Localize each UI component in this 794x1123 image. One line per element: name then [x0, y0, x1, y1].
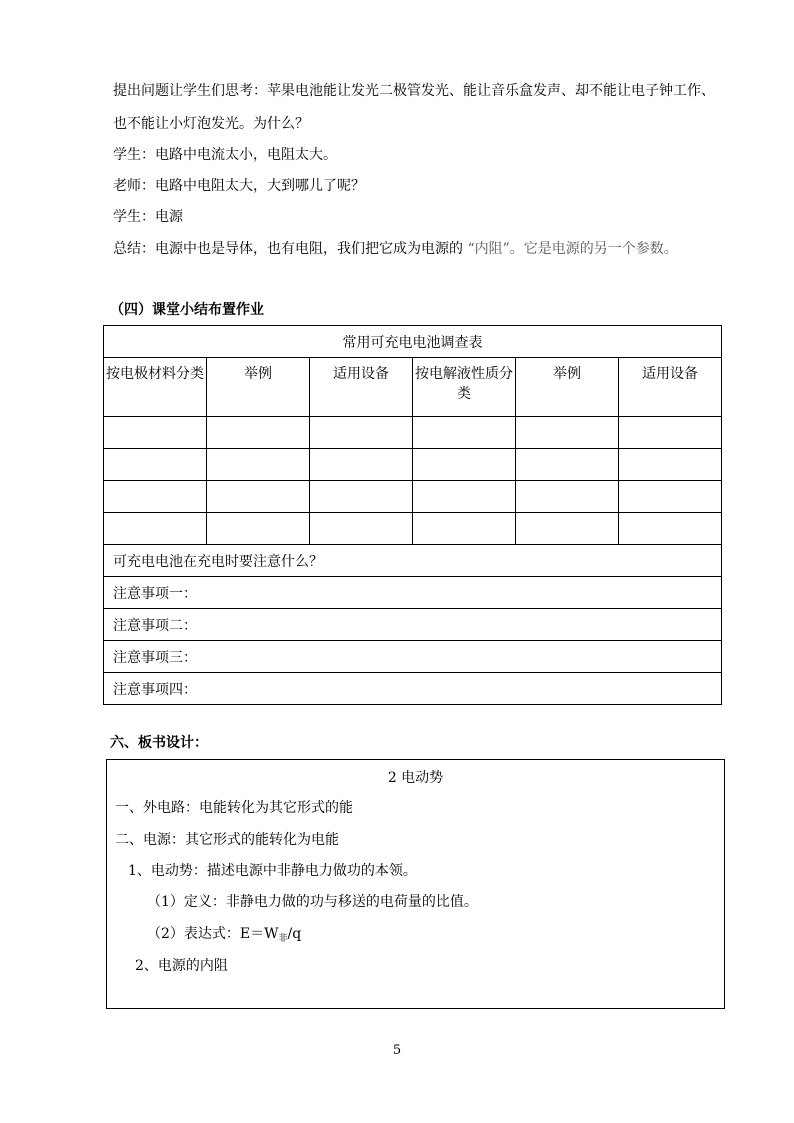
blank-cell[interactable]	[516, 417, 619, 449]
expression-subscript: 非	[278, 934, 288, 944]
blank-cell[interactable]	[516, 481, 619, 513]
blank-cell[interactable]	[413, 449, 516, 481]
board-line-expression	[147, 924, 301, 949]
note-3[interactable]: 注意事项三：	[104, 641, 722, 673]
blank-cell[interactable]	[619, 513, 722, 545]
teacher-question: 老师：电路中电阻太大，大到哪儿了呢？	[113, 178, 365, 194]
battery-survey-table	[103, 325, 722, 705]
expression-main: （2）表达式：E＝W	[147, 926, 279, 942]
blank-cell[interactable]	[310, 481, 413, 513]
blank-cell[interactable]	[619, 481, 722, 513]
blank-cell[interactable]	[413, 481, 516, 513]
expression-tail: /q	[287, 926, 302, 942]
student-answer-2: 学生：电源	[113, 209, 183, 225]
page-number: 5	[392, 1043, 402, 1058]
board-line-definition: （1）定义：非静电力做的功与移送的电荷量的比值。	[147, 894, 478, 910]
board-line-emf: 1、电动势：描述电源中非静电力做功的本领。	[128, 863, 417, 879]
intro-line-1: 提出问题让学生们思考：苹果电池能让发光二极管发光、能让音乐盒发声、却不能让电子钟工作、	[113, 83, 715, 99]
blank-cell[interactable]	[413, 417, 516, 449]
table-row	[104, 513, 722, 545]
header-electrode-material: 按电极材料分类	[104, 358, 207, 417]
summary-text: 总结：电源中也是导体，也有电阻，我们把它成为电源的	[113, 241, 463, 257]
note-2[interactable]: 注意事项二：	[104, 609, 722, 641]
blank-cell[interactable]	[104, 449, 207, 481]
blank-cell[interactable]	[104, 513, 207, 545]
summary-line	[113, 239, 678, 259]
board-design-box	[106, 759, 725, 1009]
board-line-external-circuit: 一、外电路：电能转化为其它形式的能	[115, 800, 353, 816]
blank-cell[interactable]	[516, 513, 619, 545]
student-answer-1: 学生：电路中电流太小，电阻太大。	[113, 147, 337, 163]
blank-cell[interactable]	[207, 513, 310, 545]
blank-cell[interactable]	[310, 513, 413, 545]
table-row	[104, 417, 722, 449]
blank-cell[interactable]	[619, 449, 722, 481]
blank-cell[interactable]	[310, 449, 413, 481]
header-device-1: 适用设备	[310, 358, 413, 417]
note-4[interactable]: 注意事项四：	[104, 673, 722, 705]
blank-cell[interactable]	[104, 417, 207, 449]
intro-line-2: 也不能让小灯泡发光。为什么？	[113, 116, 309, 132]
summary-internal-resistance: “内阻”。它是电源的另一个参数。	[467, 241, 678, 257]
board-line-internal-resistance: 2、电源的内阻	[135, 958, 228, 974]
blank-cell[interactable]	[516, 449, 619, 481]
blank-cell[interactable]	[207, 449, 310, 481]
blank-cell[interactable]	[310, 417, 413, 449]
blank-cell[interactable]	[207, 417, 310, 449]
blank-cell[interactable]	[619, 417, 722, 449]
note-1[interactable]: 注意事项一：	[104, 577, 722, 609]
section-6-heading: 六、板书设计：	[110, 735, 208, 751]
table-row	[104, 449, 722, 481]
charging-question: 可充电电池在充电时要注意什么？	[104, 545, 722, 577]
blank-cell[interactable]	[104, 481, 207, 513]
board-title: 2 电动势	[387, 770, 444, 786]
board-line-power-source: 二、电源：其它形式的能转化为电能	[115, 832, 339, 848]
survey-title: 常用可充电电池调查表	[104, 326, 722, 358]
blank-cell[interactable]	[413, 513, 516, 545]
blank-cell[interactable]	[207, 481, 310, 513]
header-example-2: 举例	[516, 358, 619, 417]
header-electrolyte: 按电解液性质分类	[413, 358, 516, 417]
header-example-1: 举例	[207, 358, 310, 417]
table-row	[104, 481, 722, 513]
section-4-heading: （四）课堂小结布置作业	[110, 302, 264, 318]
header-device-2: 适用设备	[619, 358, 722, 417]
